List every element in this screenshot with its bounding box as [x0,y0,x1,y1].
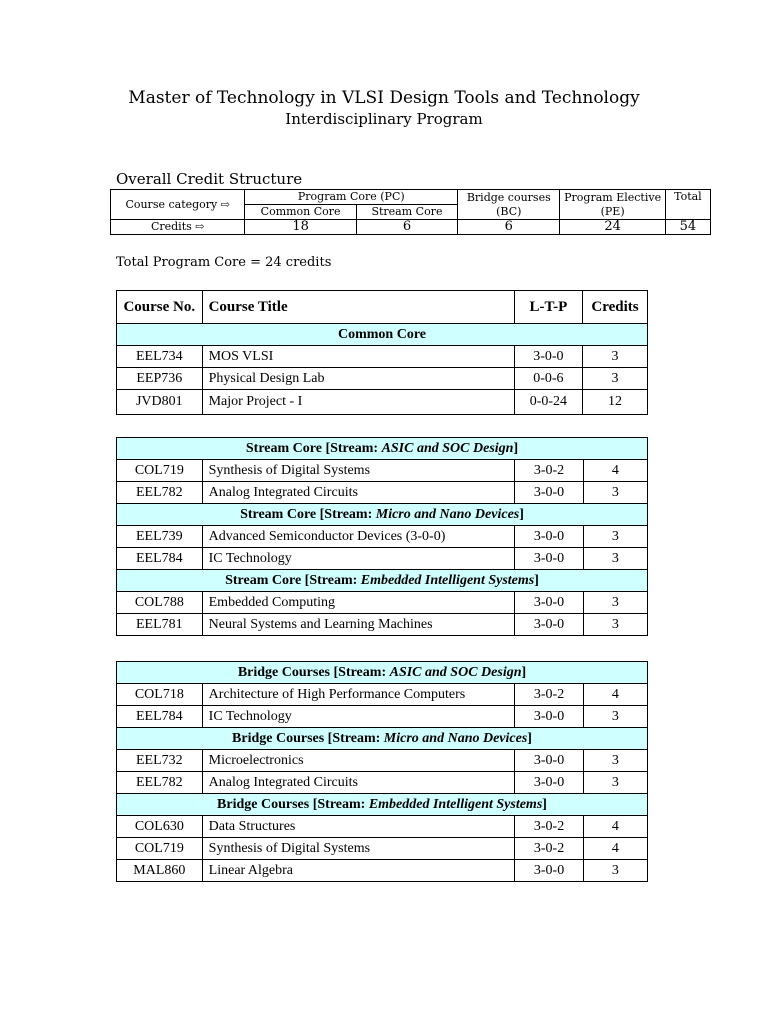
table-row [117,346,648,368]
table-row [117,706,648,728]
course-ltp: 3-0-0 [515,750,583,772]
table-row [111,220,711,235]
ltp-header: L-T-P [514,291,582,324]
table-header-row [117,291,648,324]
bridge-heading: Bridge Courses [Stream: Micro and Nano Devices] [117,728,648,750]
table-row [117,390,648,415]
table-row [117,772,648,794]
course-credits: 4 [583,460,647,482]
table-row [117,614,648,636]
course-no: EEL782 [117,772,203,794]
course-credits: 12 [583,390,648,415]
stream-core-heading: Stream Core [Stream: Micro and Nano Devices] [117,504,648,526]
bridge-courses-table [116,661,648,882]
course-no: EEL734 [117,346,203,368]
course-title: IC Technology [202,706,515,728]
table-row [117,368,648,390]
common-core-label: Common Core [245,205,356,220]
section-row [117,570,648,592]
course-ltp: 3-0-0 [515,706,583,728]
table-row [117,684,648,706]
section-row [117,728,648,750]
stream-core-heading: Stream Core [Stream: ASIC and SOC Design] [117,438,648,460]
course-no: EEL784 [117,548,203,570]
course-ltp: 3-0-2 [515,684,583,706]
course-ltp: 0-0-6 [514,368,582,390]
course-title: Neural Systems and Learning Machines [202,614,515,636]
credits-header: Credits [583,291,648,324]
table-row [117,548,648,570]
bridge-credits: 6 [458,220,560,235]
course-ltp: 3-0-2 [515,838,583,860]
course-credits: 3 [583,592,647,614]
course-credits: 3 [583,750,647,772]
course-category-label: Course category ⇨ [111,190,245,220]
course-title: Synthesis of Digital Systems [202,460,515,482]
stream-core-table [116,437,648,636]
course-credits: 3 [583,860,647,882]
page-title: Master of Technology in VLSI Design Tools and Technology [128,88,640,108]
program-core-label: Program Core (PC) [245,190,458,205]
course-ltp: 0-0-24 [514,390,582,415]
table-row [117,838,648,860]
course-title: Embedded Computing [202,592,515,614]
course-credits: 3 [583,368,648,390]
course-no: JVD801 [117,390,203,415]
course-credits: 4 [583,684,647,706]
common-core-credits: 18 [245,220,356,235]
course-credits: 4 [583,816,647,838]
table-row [117,482,648,504]
course-title: Data Structures [202,816,515,838]
stream-core-label: Stream Core [356,205,457,220]
bridge-courses-label: Bridge courses (BC) [458,190,560,220]
course-ltp: 3-0-0 [515,526,583,548]
course-title-header: Course Title [202,291,514,324]
course-credits: 3 [583,482,647,504]
stream-core-heading: Stream Core [Stream: Embedded Intelligent Systems] [117,570,648,592]
table-row [117,860,648,882]
course-credits: 3 [583,526,647,548]
common-core-table [116,290,648,415]
table-row [111,190,711,205]
section-row [117,438,648,460]
course-title: Linear Algebra [202,860,515,882]
bridge-heading: Bridge Courses [Stream: ASIC and SOC Design] [117,662,648,684]
course-title: Microelectronics [202,750,515,772]
course-no: MAL860 [117,860,203,882]
course-title: Synthesis of Digital Systems [202,838,515,860]
course-no: COL630 [117,816,203,838]
course-title: Analog Integrated Circuits [202,482,515,504]
overall-credit-table [110,189,711,235]
page-subtitle: Interdisciplinary Program [285,110,483,128]
course-ltp: 3-0-0 [515,482,583,504]
course-ltp: 3-0-0 [515,548,583,570]
course-title: Advanced Semiconductor Devices (3-0-0) [202,526,515,548]
course-ltp: 3-0-2 [515,816,583,838]
course-no: COL788 [117,592,203,614]
stream-core-credits: 6 [356,220,457,235]
section-row [117,324,648,346]
course-no: EEL739 [117,526,203,548]
course-ltp: 3-0-2 [515,460,583,482]
course-title: Analog Integrated Circuits [202,772,515,794]
course-credits: 3 [583,346,648,368]
program-elective-label: Program Elective (PE) [560,190,665,220]
table-row [117,526,648,548]
course-title: Major Project - I [202,390,514,415]
common-core-heading: Common Core [117,324,648,346]
course-credits: 3 [583,614,647,636]
course-credits: 3 [583,706,647,728]
course-no: EEL784 [117,706,203,728]
overall-credit-title: Overall Credit Structure [116,170,303,188]
bridge-heading: Bridge Courses [Stream: Embedded Intelligent Systems] [117,794,648,816]
course-title: Physical Design Lab [202,368,514,390]
section-row [117,504,648,526]
course-no: COL718 [117,684,203,706]
course-credits: 3 [583,548,647,570]
course-no-header: Course No. [117,291,203,324]
course-ltp: 3-0-0 [515,614,583,636]
course-title: Architecture of High Performance Computers [202,684,515,706]
course-no: EEP736 [117,368,203,390]
total-program-core-note: Total Program Core = 24 credits [116,255,332,270]
table-row [117,460,648,482]
table-row [117,750,648,772]
course-credits: 4 [583,838,647,860]
total-label: Total [665,190,710,220]
course-ltp: 3-0-0 [515,772,583,794]
course-no: COL719 [117,838,203,860]
course-no: EEL732 [117,750,203,772]
course-no: EEL781 [117,614,203,636]
course-no: EEL782 [117,482,203,504]
section-row [117,794,648,816]
course-ltp: 3-0-0 [515,860,583,882]
table-row [117,816,648,838]
section-row [117,662,648,684]
credits-label: Credits ⇨ [111,220,245,235]
course-title: IC Technology [202,548,515,570]
course-no: COL719 [117,460,203,482]
course-ltp: 3-0-0 [514,346,582,368]
course-credits: 3 [583,772,647,794]
course-title: MOS VLSI [202,346,514,368]
elective-credits: 24 [560,220,665,235]
course-ltp: 3-0-0 [515,592,583,614]
table-row [117,592,648,614]
total-credits: 54 [665,220,710,235]
